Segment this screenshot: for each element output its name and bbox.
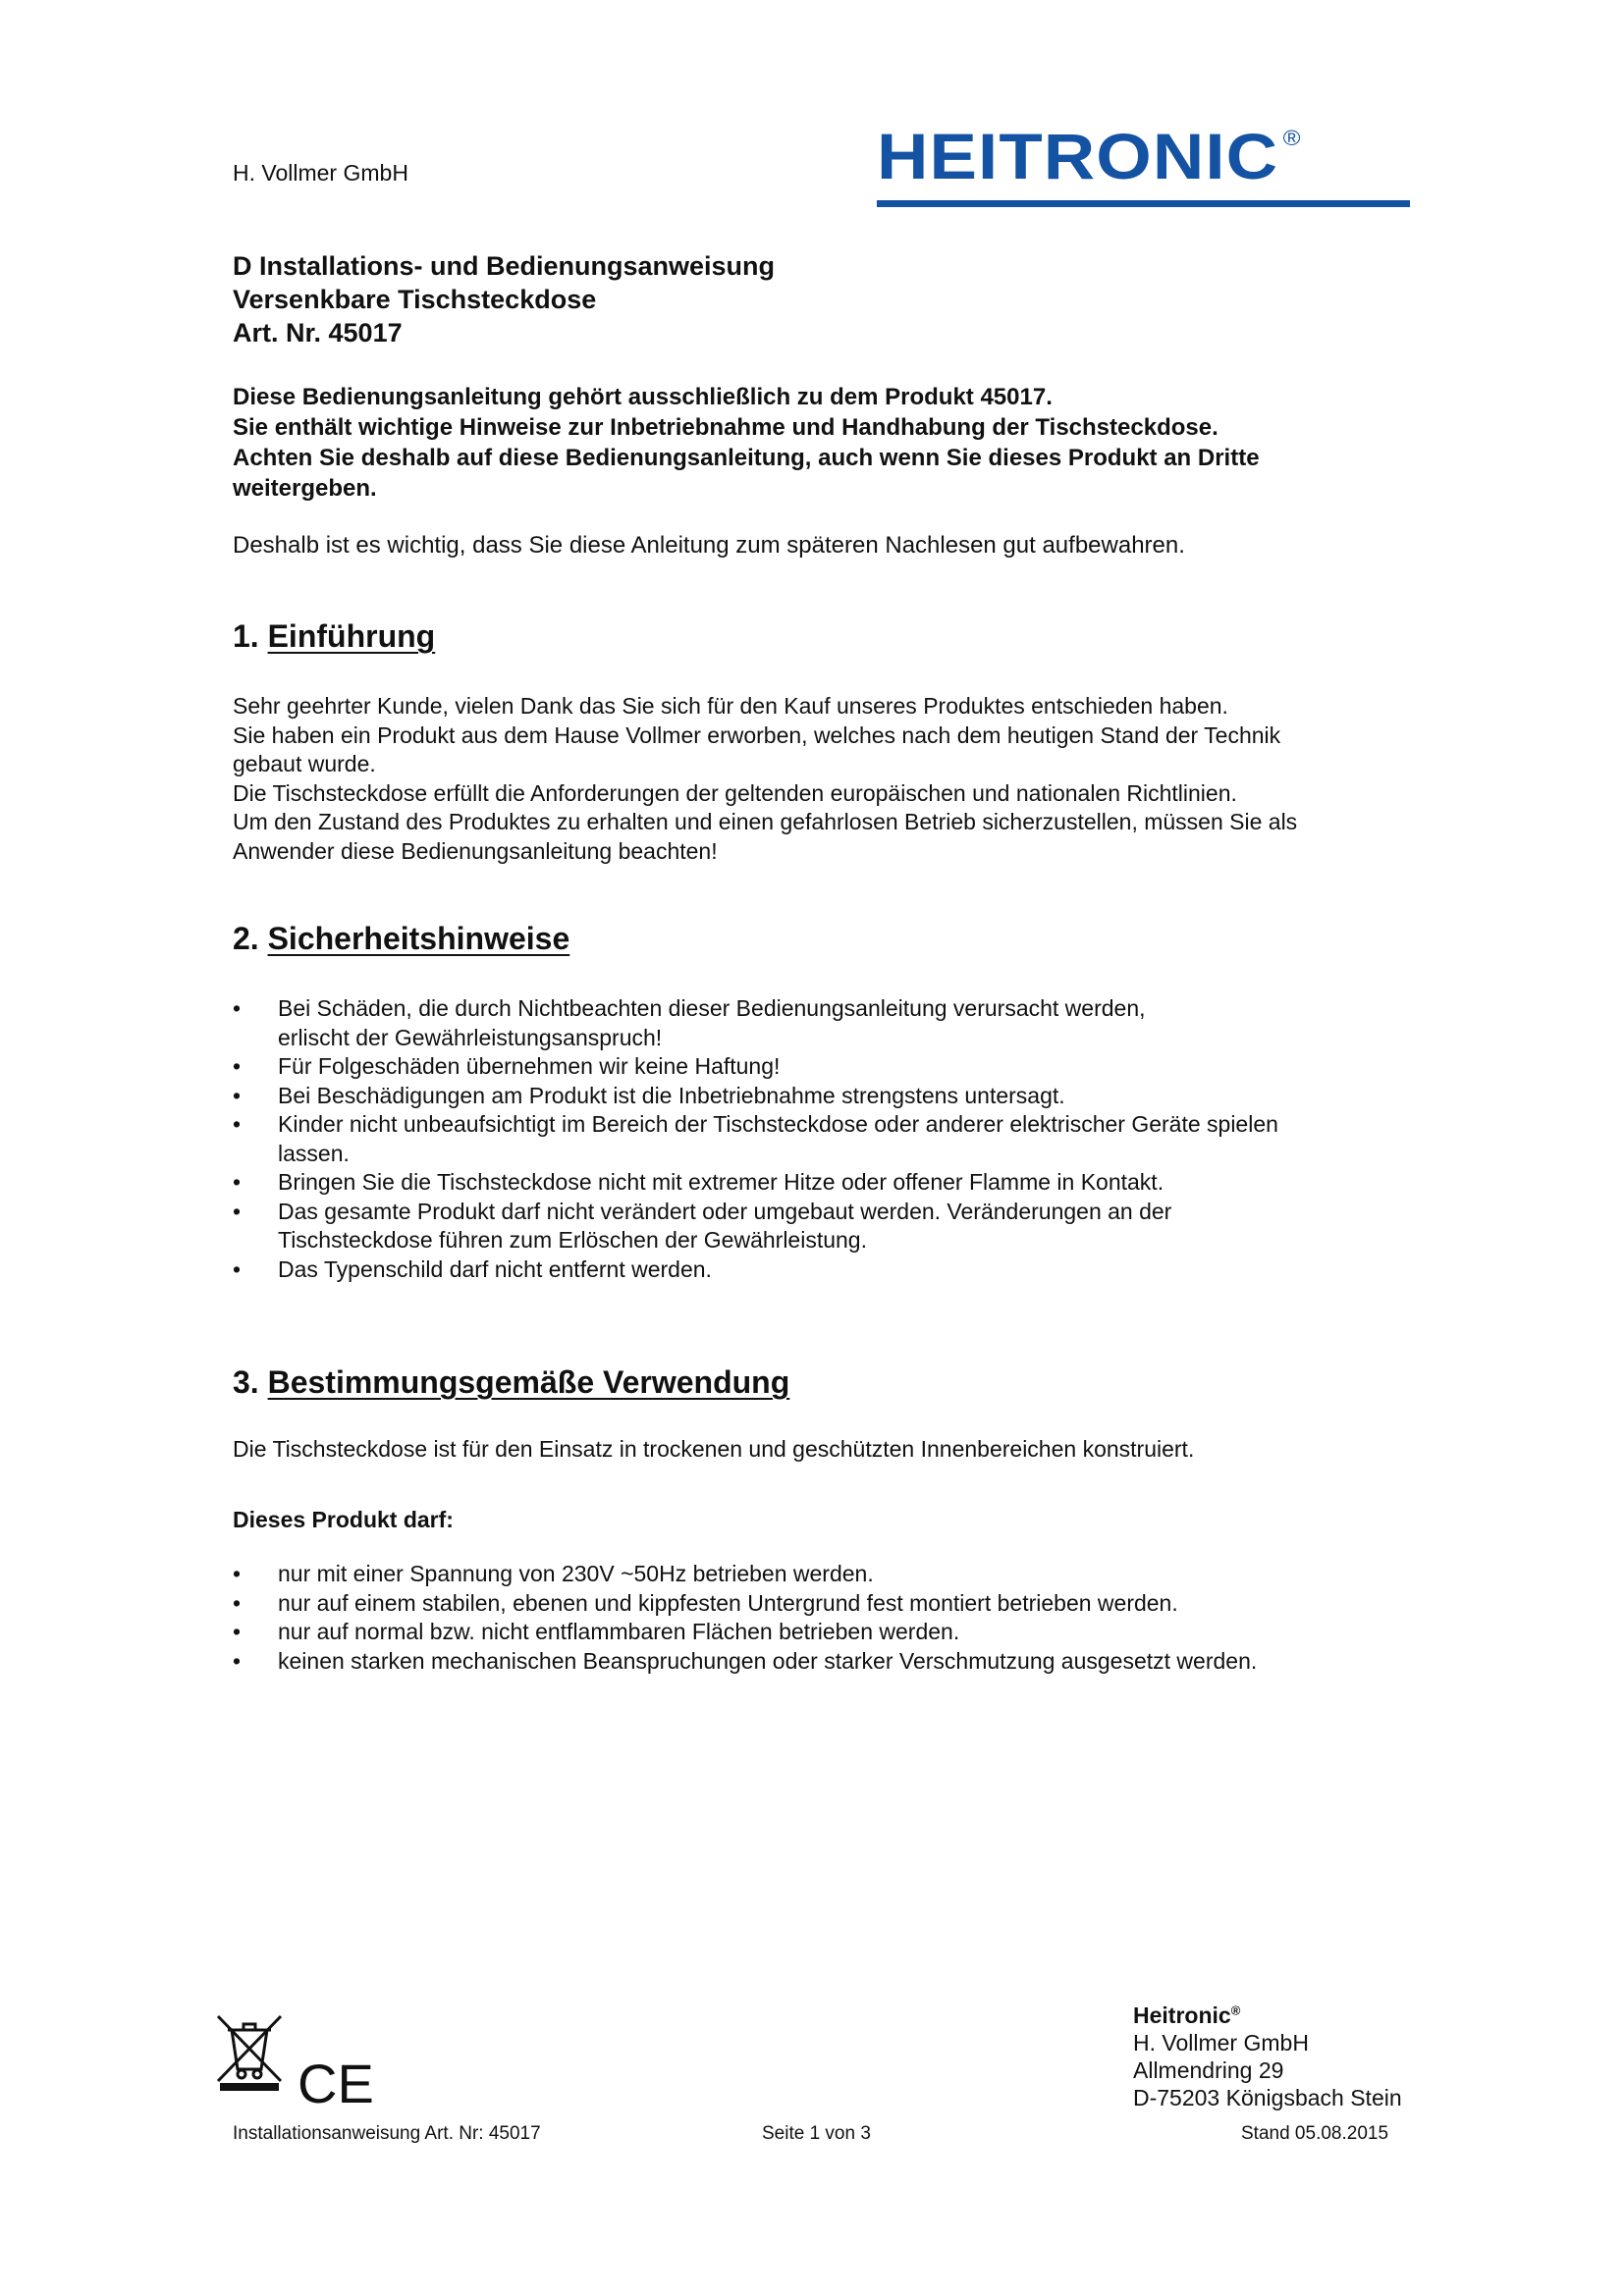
ce-mark-text: CE [298, 2053, 374, 2114]
brand-name: Heitronic [1133, 2002, 1231, 2028]
list-item-line: • Bringen Sie die Tischsteckdose nicht mit extremer Hitze oder offener Flamme in Kontakt. [278, 1169, 1164, 1195]
section-1-line: gebaut wurde. [233, 751, 376, 776]
section-3-text: Die Tischsteckdose ist für den Einsatz in trockenen und geschützten Innenbereichen konstruiert. [233, 1436, 1195, 1462]
list-item: • nur mit einer Spannung von 230V ~50Hz betrieben werden. [233, 1560, 1411, 1589]
title-line-2: Versenkbare Tischsteckdose [233, 285, 597, 314]
intro-line: Diese Bedienungsanleitung gehört ausschließlich zu dem Produkt 45017. [233, 384, 1053, 410]
list-item [233, 1168, 1411, 1198]
footer-page-number: Seite 1 von 3 [762, 2123, 871, 2144]
list-item [233, 1082, 1411, 1111]
section-1-line: Anwender diese Bedienungsanleitung beachten! [233, 837, 718, 864]
list-item-line: lassen. [278, 1140, 350, 1166]
address-street: Allmendring 29 [1133, 2056, 1284, 2083]
list-item: • nur auf einem stabilen, ebenen und kippfesten Untergrund fest montiert betrieben werden. [233, 1589, 1411, 1619]
usage-list [233, 1560, 1411, 1676]
section-3-number: 3. [233, 1364, 259, 1400]
company-name: H. Vollmer GmbH [233, 160, 408, 186]
list-item [233, 1110, 1411, 1168]
list-item-line: • Das Typenschild darf nicht entfernt werden. [278, 1255, 712, 1282]
footer-date: Stand 05.08.2015 [1241, 2123, 1389, 2144]
list-item-line: • Bei Schäden, die durch Nichtbeachten dieser Bedienungsanleitung verursacht werden, [278, 995, 1146, 1021]
list-item [233, 1052, 1411, 1082]
section-1-number: 1. [233, 618, 259, 654]
address-company: H. Vollmer GmbH [1133, 2029, 1309, 2056]
section-1-line: Die Tischsteckdose erfüllt die Anforderungen der geltenden europäischen und nationalen Richtlinien. [233, 779, 1237, 806]
section-1-body [233, 692, 1411, 866]
list-item-line: • Bei Beschädigungen am Produkt ist die Inbetriebnahme strengstens untersagt. [278, 1082, 1065, 1108]
intro-line: Sie enthält wichtige Hinweise zur Inbetriebnahme und Handhabung der Tischsteckdose. [233, 414, 1218, 441]
list-item [233, 1255, 1411, 1285]
address-brand [1133, 1997, 1402, 2029]
section-1-heading [233, 616, 435, 656]
intro-line: weitergeben. [233, 475, 377, 502]
section-1-line: Sehr geehrter Kunde, vielen Dank das Sie sich für den Kauf unseres Produktes entschieden haben. [233, 693, 1228, 719]
document-title [233, 249, 775, 349]
logo-underline [877, 200, 1410, 207]
weee-crossed-bin-icon [212, 2012, 287, 2091]
section-2-number: 2. [233, 921, 259, 956]
manufacturer-address [1133, 1997, 1402, 2111]
ce-mark-icon [298, 2053, 374, 2114]
list-item-line: • Das gesamte Produkt darf nicht verändert oder umgebaut werden. Veränderungen an der [278, 1198, 1172, 1224]
logo-text: HEITRONIC [877, 120, 1279, 192]
list-item-line: erlischt der Gewährleistungsanspruch! [278, 1024, 663, 1050]
intro-line: Achten Sie deshalb auf diese Bedienungsanleitung, auch wenn Sie dieses Produkt an Dritte [233, 445, 1260, 471]
heitronic-logo [877, 120, 1302, 192]
list-item-line: Tischsteckdose führen zum Erlöschen der Gewährleistung. [278, 1227, 867, 1253]
title-line-1: D Installations- und Bedienungsanweisung [233, 251, 776, 281]
section-3-subheading: Dieses Produkt darf: [233, 1507, 454, 1532]
list-item: • keinen starken mechanischen Beanspruchungen oder starker Verschmutzung ausgesetzt werden. [233, 1647, 1411, 1677]
section-2-title: Sicherheitshinweise [267, 921, 570, 956]
list-item: • nur auf normal bzw. nicht entflammbaren Flächen betrieben werden. [233, 1618, 1411, 1647]
brand-registered-mark: ® [1230, 2002, 1241, 2017]
list-item-line: • Für Folgeschäden übernehmen wir keine Haftung! [278, 1053, 781, 1079]
section-1-line: Sie haben ein Produkt aus dem Hause Vollmer erworben, welches nach dem heutigen Stand der Technik [233, 721, 1281, 748]
footer-article: Installationsanweisung Art. Nr: 45017 [233, 2123, 541, 2144]
section-1-line: Um den Zustand des Produktes zu erhalten und einen gefahrlosen Betrieb sicherzustellen, müssen Sie als [233, 809, 1298, 834]
section-3-title: Bestimmungsgemäße Verwendung [267, 1364, 790, 1400]
list-item-line: • Kinder nicht unbeaufsichtigt im Bereich der Tischsteckdose oder anderer elektrischer Geräte spielen [278, 1111, 1278, 1137]
list-item [233, 994, 1411, 1052]
safety-list [233, 994, 1411, 1284]
intro-notice [233, 382, 1421, 504]
intro-keep-note: Deshalb ist es wichtig, dass Sie diese Anleitung zum späteren Nachlesen gut aufbewahren. [233, 532, 1185, 559]
address-city: D-75203 Königsbach Stein [1133, 2084, 1402, 2110]
registered-mark: ® [1282, 126, 1302, 150]
title-line-3: Art. Nr. 45017 [233, 318, 403, 347]
list-item [233, 1198, 1411, 1255]
section-2-heading [233, 919, 569, 958]
section-1-title: Einführung [267, 618, 436, 654]
section-3-heading [233, 1362, 789, 1402]
